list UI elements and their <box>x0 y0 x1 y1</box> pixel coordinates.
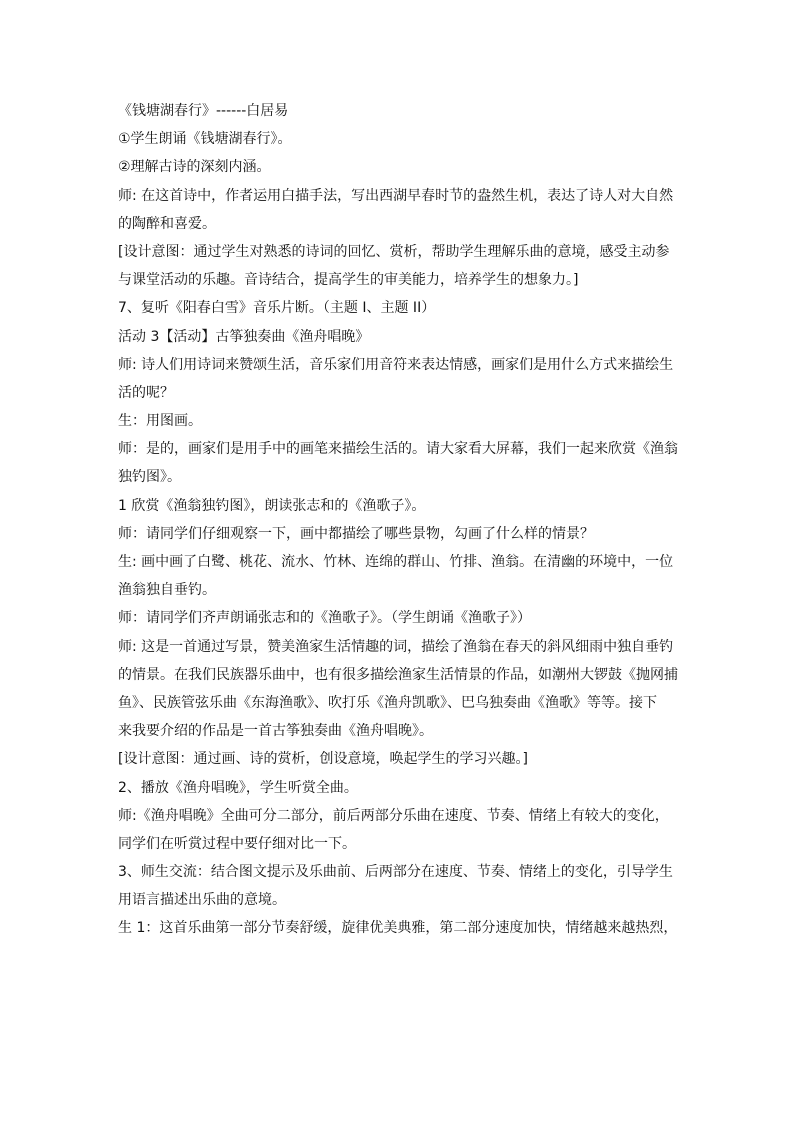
text-line: 2、播放《渔舟唱晚》，学生听赏全曲。 <box>118 779 358 796</box>
text-line: 师:《渔舟唱晚》全曲可分二部分，前后两部分乐曲在速度、节奏、情绪上有较大的变化， <box>118 807 669 824</box>
text-line: 渔翁独自垂钓。 <box>118 582 216 599</box>
text-line: 生：用图画。 <box>118 413 202 430</box>
text-line: 7、复听《阳春白雪》音乐片断。（主题 I、主题 II） <box>118 300 436 317</box>
text-line: 《钱塘湖春行》------白居易 <box>118 103 289 119</box>
text-line: 师: 这是一首通过写景，赞美渔家生活情趣的词，描绘了渔翁在春天的斜风细雨中独自垂钓 <box>118 638 674 655</box>
text-line: [设计意图：通过画、诗的赏析，创设意境，唤起学生的学习兴趣。] <box>118 751 528 768</box>
text-line: 的陶醉和喜爱。 <box>118 215 216 232</box>
text-line: 活的呢？ <box>118 384 174 401</box>
text-line: 独钓图》。 <box>118 469 181 486</box>
text-line: 与课堂活动的乐趣。音诗结合，提高学生的审美能力，培养学生的想象力。] <box>118 272 579 289</box>
text-line: 师：是的，画家们是用手中的画笔来描绘生活的。请大家看大屏幕，我们一起来欣赏《渔翁 <box>118 441 678 458</box>
text-line: 生 1：这首乐曲第一部分节奏舒缓，旋律优美典雅，第二部分速度加快，情绪越来越热烈， <box>118 920 678 937</box>
text-line: 用语言描述出乐曲的意境。 <box>118 892 286 909</box>
text-line: 活动 3【活动】古筝独奏曲《渔舟唱晚》 <box>118 328 370 345</box>
text-line: [设计意图：通过学生对熟悉的诗词的回忆、赏析，帮助学生理解乐曲的意境，感受主动参 <box>118 243 670 260</box>
text-line: 师: 在这首诗中，作者运用白描手法，写出西湖早春时节的盎然生机，表达了诗人对大自然 <box>118 187 674 204</box>
text-line: ①学生朗诵《钱塘湖春行》。 <box>118 131 292 148</box>
text-line: 生: 画中画了白鹭、桃花、流水、竹林、连绵的群山、竹排、渔翁。在清幽的环境中，一位 <box>118 554 674 570</box>
text-line: 的情景。在我们民族器乐曲中，也有很多描绘渔家生活情景的作品，如潮州大锣鼓《抛网捕 <box>118 666 678 683</box>
text-line: 来我要介绍的作品是一首古筝独奏曲《渔舟唱晚》。 <box>118 723 433 740</box>
document-body <box>118 97 680 943</box>
text-line: 师: 诗人们用诗词来赞颂生活，音乐家们用音符来表达情感，画家们是用什么方式来描绘生 <box>118 356 674 373</box>
text-line: 3、师生交流：结合图文提示及乐曲前、后两部分在速度、节奏、情绪上的变化，引导学生 <box>118 864 673 881</box>
text-line: ②理解古诗的深刻内涵。 <box>118 159 271 176</box>
text-line: 师：请同学们齐声朗诵张志和的《渔歌子》。（学生朗诵《渔歌子》） <box>118 610 531 627</box>
text-line: 鱼》、民族管弦乐曲《东海渔歌》、吹打乐《渔舟凯歌》、巴乌独奏曲《渔歌》等等。接下 <box>118 694 657 711</box>
text-line: 1 欣赏《渔翁独钓图》，朗读张志和的《渔歌子》。 <box>118 497 426 514</box>
text-line: 师：请同学们仔细观察一下，画中都描绘了哪些景物，勾画了什么样的情景？ <box>118 525 594 542</box>
text-line: 同学们在听赏过程中要仔细对比一下。 <box>118 835 356 852</box>
